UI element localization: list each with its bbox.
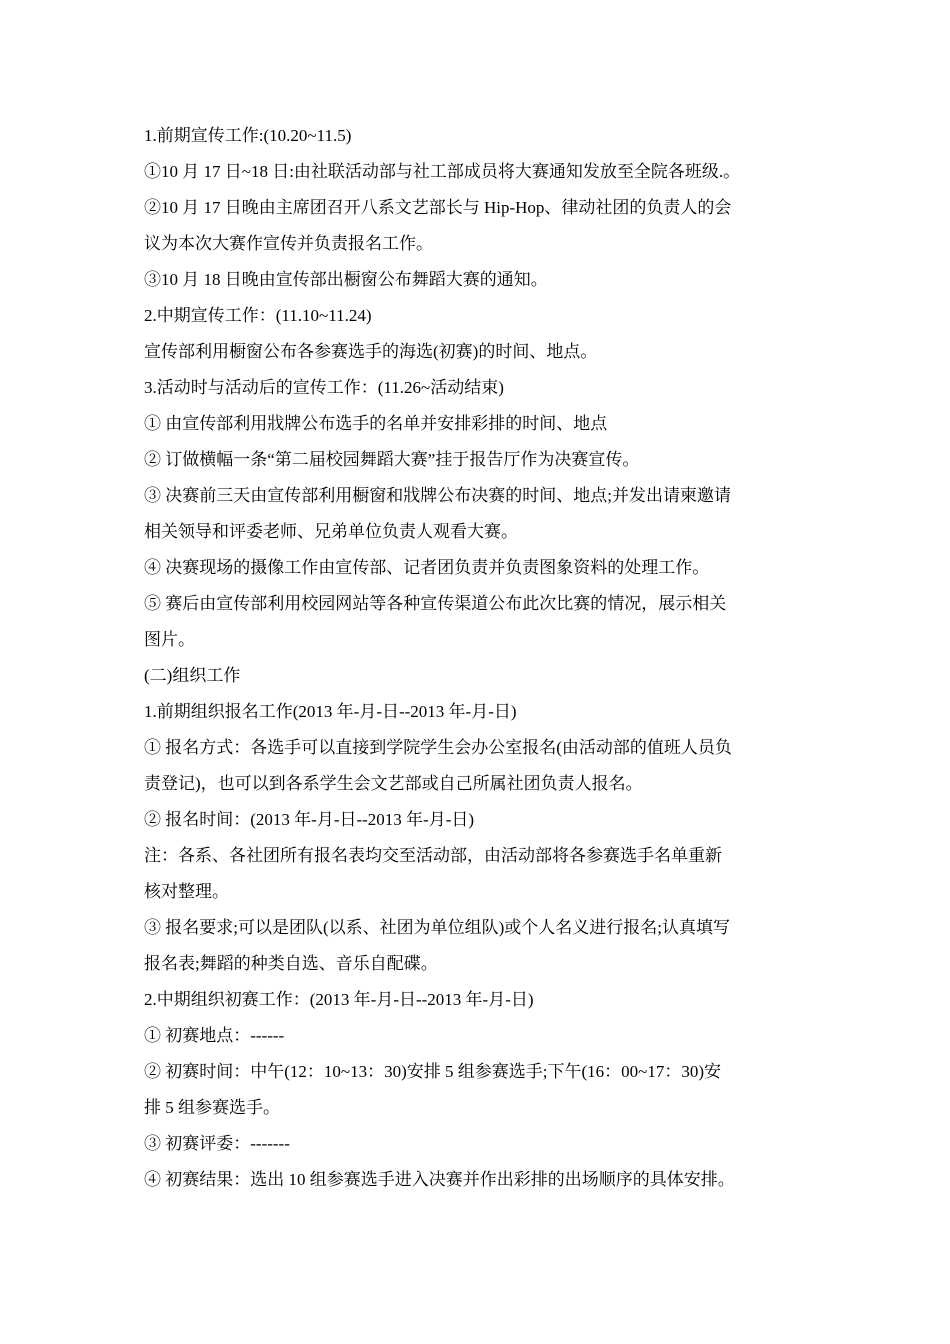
document-body <box>144 118 809 1198</box>
text-line: ① 由宣传部利用戕牌公布选手的名单并安排彩排的时间、地点 <box>144 414 608 433</box>
text-line: 2.中期宣传工作：(11.10~11.24) <box>144 306 372 325</box>
text-line: 相关领导和评委老师、兄弟单位负责人观看大赛。 <box>144 522 518 541</box>
text-line: 图片。 <box>144 630 195 649</box>
text-line: ③ 报名要求;可以是团队(以系、社团为单位组队)或个人名义进行报名;认真填写 <box>144 918 731 937</box>
text-line: 报名表;舞蹈的种类自选、音乐自配碟。 <box>144 954 438 973</box>
text-line: 责登记)，也可以到各系学生会文艺部或自己所属社团负责人报名。 <box>144 774 643 793</box>
text-line: ② 初赛时间：中午(12：10~13：30)安排 5 组参赛选手;下午(16：00~17：30)安 <box>144 1062 722 1081</box>
text-line: ②10 月 17 日晚由主席团召开八系文艺部长与 Hip-Hop、律动社团的负责人的会 <box>144 198 732 217</box>
section-heading: (二)组织工作 <box>144 666 241 685</box>
text-line: ② 报名时间：(2013 年-月-日--2013 年-月-日) <box>144 810 475 829</box>
text-line: 1.前期宣传工作:(10.20~11.5) <box>144 126 352 145</box>
text-line: 宣传部利用橱窗公布各参赛选手的海选(初赛)的时间、地点。 <box>144 342 598 361</box>
text-line: ③10 月 18 日晚由宣传部出橱窗公布舞蹈大赛的通知。 <box>144 270 548 289</box>
text-line: ④ 决赛现场的摄像工作由宣传部、记者团负责并负责图象资料的处理工作。 <box>144 558 710 577</box>
text-line: 3.活动时与活动后的宣传工作：(11.26~活动结束) <box>144 378 504 397</box>
text-line: 排 5 组参赛选手。 <box>144 1098 280 1117</box>
text-line: ⑤ 赛后由宣传部利用校园网站等各种宣传渠道公布此次比赛的情况，展示相关 <box>144 594 727 613</box>
text-line: ① 报名方式：各选手可以直接到学院学生会办公室报名(由活动部的值班人员负 <box>144 738 732 757</box>
text-line: ③ 决赛前三天由宣传部利用橱窗和戕牌公布决赛的时间、地点;并发出请柬邀请 <box>144 486 731 505</box>
text-line: ④ 初赛结果：选出 10 组参赛选手进入决赛并作出彩排的出场顺序的具体安排。 <box>144 1170 735 1189</box>
text-line: 核对整理。 <box>144 882 229 901</box>
text-line: ③ 初赛评委：------- <box>144 1134 290 1153</box>
text-line: 1.前期组织报名工作(2013 年-月-日--2013 年-月-日) <box>144 702 517 721</box>
text-line: ② 订做横幅一条“第二届校园舞蹈大赛”挂于报告厅作为决赛宣传。 <box>144 450 640 469</box>
text-line: 2.中期组织初赛工作：(2013 年-月-日--2013 年-月-日) <box>144 990 534 1009</box>
text-line: ①10 月 17 日~18 日:由社联活动部与社工部成员将大赛通知发放至全院各班级.。 <box>144 162 741 181</box>
text-line: 注：各系、各社团所有报名表均交至活动部，由活动部将各参赛选手名单重新 <box>144 846 722 865</box>
text-line: 议为本次大赛作宣传并负责报名工作。 <box>144 234 433 253</box>
text-line: ① 初赛地点：------ <box>144 1026 285 1045</box>
